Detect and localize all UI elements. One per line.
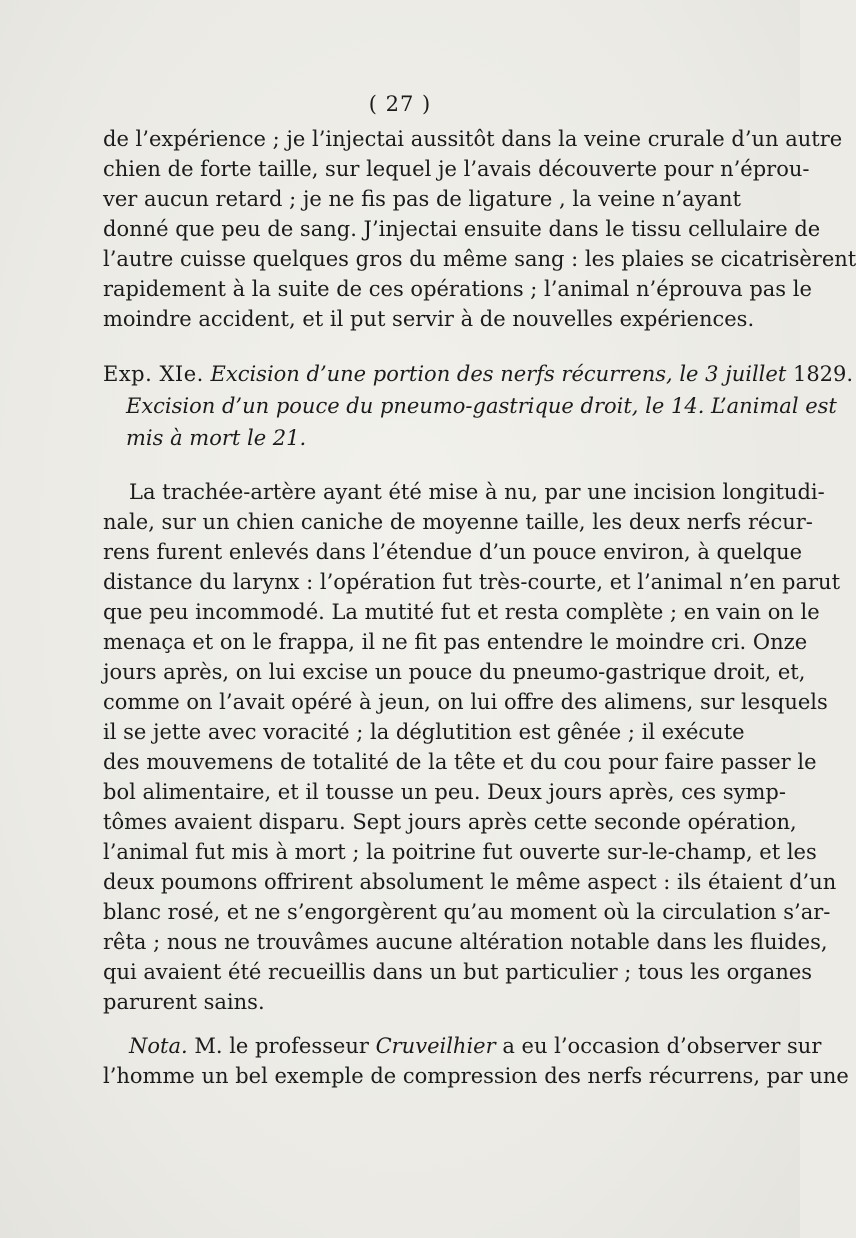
text-line: nale, sur un chien caniche de moyenne taille, les deux nerfs récur- <box>103 510 813 534</box>
text-line: moindre accident, et il put servir à de nouvelles expériences. <box>103 307 755 331</box>
text-line: l’autre cuisse quelques gros du même sang : les plaies se cicatrisèrent <box>103 247 856 271</box>
text-line: parurent sains. <box>103 990 265 1014</box>
page-number: ( 27 ) <box>368 92 432 116</box>
text-line: qui avaient été recueillis dans un but particulier ; tous les organes <box>103 960 813 984</box>
text-line: menaça et on le frappa, il ne fit pas entendre le moindre cri. Onze <box>103 630 808 654</box>
text-line: il se jette avec voracité ; la déglutition est gênée ; il exécute <box>103 720 745 744</box>
experiment-heading-line-2: Excision d’un pouce du pneumo-gastrique droit, le 14. L’animal est <box>126 394 837 418</box>
text-line: rêta ; nous ne trouvâmes aucune altération notable dans les fluides, <box>103 930 828 954</box>
text-line: l’animal fut mis à mort ; la poitrine fut ouverte sur-le-champ, et les <box>103 840 817 864</box>
text-line: chien de forte taille, sur lequel je l’avais découverte pour n’éprou- <box>103 157 810 181</box>
nota-paragraph <box>103 1031 849 1091</box>
text-line: jours après, on lui excise un pouce du pneumo-gastrique droit, et, <box>103 660 806 684</box>
nota-line-1 <box>103 1031 822 1061</box>
text-line: tômes avaient disparu. Sept jours après cette seconde opération, <box>103 810 797 834</box>
text-line: deux poumons offrirent absolument le même aspect : ils étaient d’un <box>103 870 837 894</box>
text-line: des mouvemens de totalité de la tête et du cou pour faire passer le <box>103 750 817 774</box>
text-line: rapidement à la suite de ces opérations ; l’animal n’éprouva pas le <box>103 277 812 301</box>
text-line: distance du larynx : l’opération fut très-courte, et l’animal n’en parut <box>103 570 841 594</box>
experiment-heading <box>103 358 854 454</box>
nota-label: Nota. <box>129 1034 188 1058</box>
experiment-description <box>103 477 841 1017</box>
experiment-heading-line-3: mis à mort le 21. <box>126 426 307 450</box>
nota-line-2: l’homme un bel exemple de compression des nerfs récurrens, par une <box>103 1064 849 1088</box>
text-line: blanc rosé, et ne s’engorgèrent qu’au moment où la circulation s’ar- <box>103 900 831 924</box>
nota-text: a eu l’occasion d’observer sur <box>502 1034 822 1058</box>
experiment-heading-line-1 <box>103 358 854 390</box>
text-line: donné que peu de sang. J’injectai ensuite dans le tissu cellulaire de <box>103 217 821 241</box>
nota-text: M. le professeur <box>194 1034 369 1058</box>
text-line: de l’expérience ; je l’injectai aussitôt dans la veine crurale d’un autre <box>103 127 843 151</box>
text-line: rens furent enlevés dans l’étendue d’un pouce environ, à quelque <box>103 540 803 564</box>
text-line: ver aucun retard ; je ne fis pas de ligature , la veine n’ayant <box>103 187 741 211</box>
nota-name: Cruveilhier <box>375 1034 496 1058</box>
experiment-label: Exp. XIe. <box>103 362 204 386</box>
text-line: comme on l’avait opéré à jeun, on lui offre des alimens, sur lesquels <box>103 690 828 714</box>
experiment-title: Excision d’une portion des nerfs récurrens, le 3 juillet <box>210 362 787 386</box>
text-line: bol alimentaire, et il tousse un peu. Deux jours après, ces symp- <box>103 780 786 804</box>
text-line: La trachée-artère ayant été mise à nu, par une incision longitudi- <box>129 480 825 504</box>
experiment-year: 1829. <box>792 362 854 386</box>
text-line: que peu incommodé. La mutité fut et resta complète ; en vain on le <box>103 600 820 624</box>
paragraph-continuation <box>103 124 856 334</box>
